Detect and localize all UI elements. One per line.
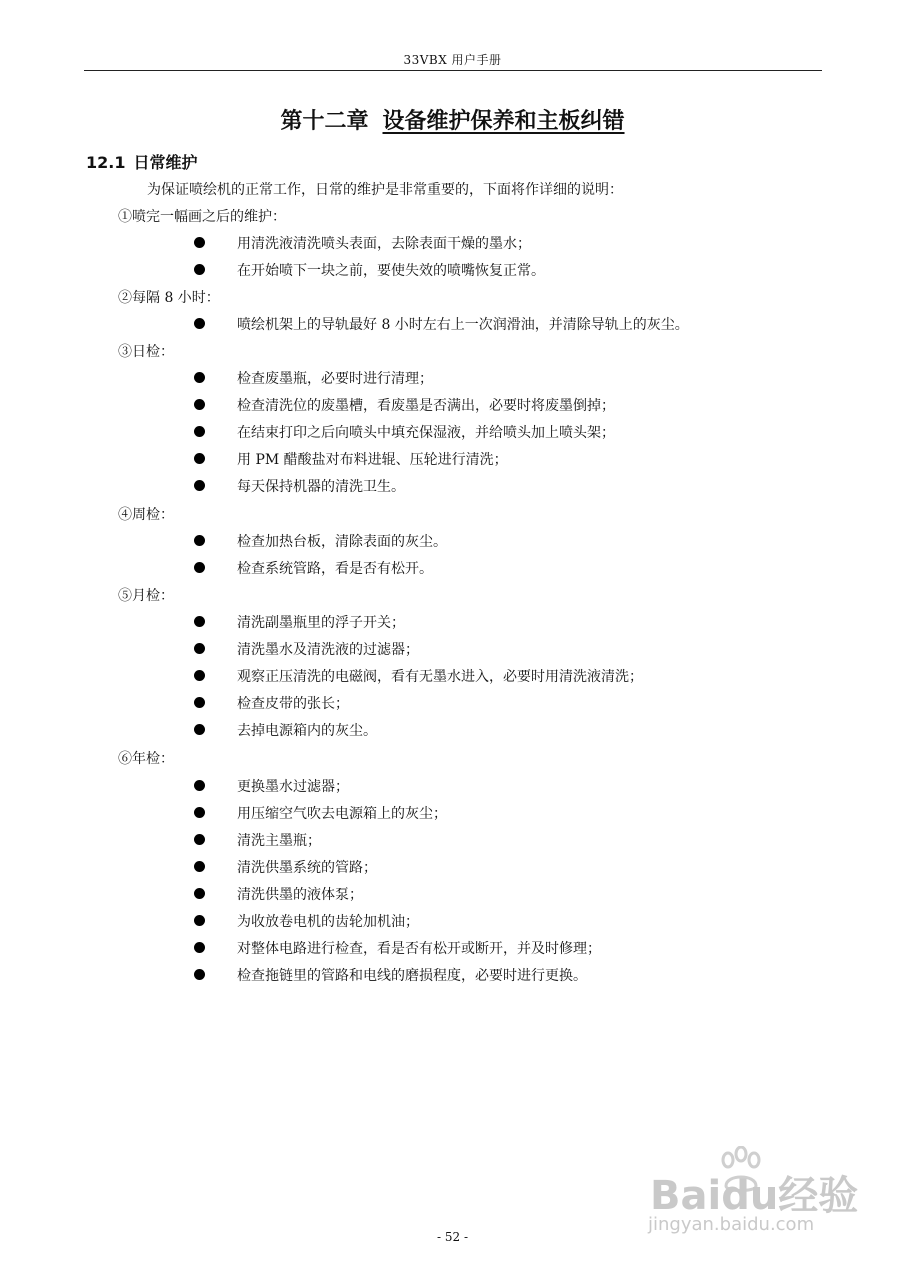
list-item bbox=[194, 395, 615, 415]
list-item-text: 更换墨水过滤器； bbox=[237, 779, 349, 795]
chapter-title bbox=[0, 104, 905, 135]
list-item bbox=[194, 830, 321, 850]
bullet-icon bbox=[194, 318, 205, 329]
bullet-icon bbox=[194, 807, 205, 818]
list-item-text: 清洗供墨的液体泵； bbox=[237, 887, 363, 903]
list-item bbox=[194, 720, 377, 740]
list-item bbox=[194, 531, 447, 551]
bullet-icon bbox=[194, 861, 205, 872]
list-item-text: 喷绘机架上的导轨最好 8 小时左右上一次润滑油，并清除导轨上的灰尘。 bbox=[237, 317, 689, 333]
list-item bbox=[194, 558, 433, 578]
list-item-text: 检查皮带的张长； bbox=[237, 696, 349, 712]
running-header: 33VBX 用户手册 bbox=[403, 53, 502, 67]
list-item bbox=[194, 260, 545, 280]
bullet-icon bbox=[194, 562, 205, 573]
list-item-text: 清洗墨水及清洗液的过滤器； bbox=[237, 642, 419, 658]
bullet-icon bbox=[194, 480, 205, 491]
list-item-text: 检查拖链里的管路和电线的磨损程度，必要时进行更换。 bbox=[237, 968, 587, 984]
bullet-icon bbox=[194, 834, 205, 845]
bullet-icon bbox=[194, 426, 205, 437]
list-item bbox=[194, 666, 643, 686]
bullet-icon bbox=[194, 616, 205, 627]
list-item-text: 去掉电源箱内的灰尘。 bbox=[237, 723, 377, 739]
list-item bbox=[194, 803, 447, 823]
list-item-text: 检查系统管路，看是否有松开。 bbox=[237, 561, 433, 577]
bullet-icon bbox=[194, 264, 205, 275]
chapter-number: 第十二章 bbox=[280, 108, 369, 134]
group-label: ①喷完一幅画之后的维护： bbox=[118, 209, 286, 225]
bullet-icon bbox=[194, 453, 205, 464]
list-item bbox=[194, 476, 405, 496]
list-item-text: 清洗主墨瓶； bbox=[237, 833, 321, 849]
header-rule bbox=[84, 70, 822, 71]
page-number: - 52 - bbox=[436, 1230, 468, 1244]
bullet-icon bbox=[194, 399, 205, 410]
section-title: 日常维护 bbox=[133, 153, 198, 172]
list-item bbox=[194, 612, 405, 632]
list-item bbox=[194, 776, 349, 796]
list-item bbox=[194, 965, 587, 985]
bullet-icon bbox=[194, 969, 205, 980]
list-item bbox=[194, 233, 531, 253]
list-item bbox=[194, 857, 377, 877]
list-item-text: 为收放卷电机的齿轮加机油； bbox=[237, 914, 419, 930]
list-item bbox=[194, 639, 419, 659]
list-item-text: 用清洗液清洗喷头表面，去除表面干燥的墨水； bbox=[237, 236, 531, 252]
list-item-text: 在结束打印之后向喷头中填充保湿液，并给喷头加上喷头架； bbox=[237, 425, 615, 441]
list-item-text: 检查加热台板，清除表面的灰尘。 bbox=[237, 534, 447, 550]
list-item bbox=[194, 693, 349, 713]
watermark-logo: Baidu经验 bbox=[650, 1173, 859, 1219]
bullet-icon bbox=[194, 535, 205, 546]
group-label: ④周检： bbox=[118, 507, 174, 523]
list-item bbox=[194, 422, 615, 442]
list-item-text: 检查废墨瓶，必要时进行清理； bbox=[237, 371, 433, 387]
list-item-text: 对整体电路进行检查，看是否有松开或断开，并及时修理； bbox=[237, 941, 601, 957]
list-item-text: 每天保持机器的清洗卫生。 bbox=[237, 479, 405, 495]
group-label: ⑥年检： bbox=[118, 751, 174, 767]
bullet-icon bbox=[194, 670, 205, 681]
bullet-icon bbox=[194, 724, 205, 735]
bullet-icon bbox=[194, 942, 205, 953]
list-item-text: 检查清洗位的废墨槽，看废墨是否满出，必要时将废墨倒掉； bbox=[237, 398, 615, 414]
intro-paragraph: 为保证喷绘机的正常工作，日常的维护是非常重要的，下面将作详细的说明： bbox=[147, 182, 623, 198]
list-item-text: 观察正压清洗的电磁阀，看有无墨水进入，必要时用清洗液清洗； bbox=[237, 669, 643, 685]
list-item bbox=[194, 368, 433, 388]
bullet-icon bbox=[194, 237, 205, 248]
list-item-text: 用压缩空气吹去电源箱上的灰尘； bbox=[237, 806, 447, 822]
group-label: ⑤月检： bbox=[118, 588, 174, 604]
watermark-url: jingyan.baidu.com bbox=[648, 1214, 815, 1235]
bullet-icon bbox=[194, 915, 205, 926]
bullet-icon bbox=[194, 372, 205, 383]
list-item-text: 在开始喷下一块之前，要使失效的喷嘴恢复正常。 bbox=[237, 263, 545, 279]
list-item-text: 清洗副墨瓶里的浮子开关； bbox=[237, 615, 405, 631]
group-label: ③日检： bbox=[118, 344, 174, 360]
list-item-text: 用 PM 醋酸盐对布料进辊、压轮进行清洗； bbox=[237, 452, 508, 468]
bullet-icon bbox=[194, 643, 205, 654]
bullet-icon bbox=[194, 697, 205, 708]
bullet-icon bbox=[194, 888, 205, 899]
list-item bbox=[194, 449, 508, 469]
baidu-watermark bbox=[642, 1140, 882, 1240]
group-label: ②每隔 8 小时： bbox=[118, 290, 220, 306]
bullet-icon bbox=[194, 780, 205, 791]
section-number: 12.1 bbox=[86, 153, 126, 172]
chapter-name: 设备维护保养和主板纠错 bbox=[382, 108, 625, 134]
list-item bbox=[194, 938, 601, 958]
list-item-text: 清洗供墨系统的管路； bbox=[237, 860, 377, 876]
section-heading bbox=[86, 150, 198, 173]
list-item bbox=[194, 884, 363, 904]
list-item bbox=[194, 314, 689, 334]
list-item bbox=[194, 911, 419, 931]
